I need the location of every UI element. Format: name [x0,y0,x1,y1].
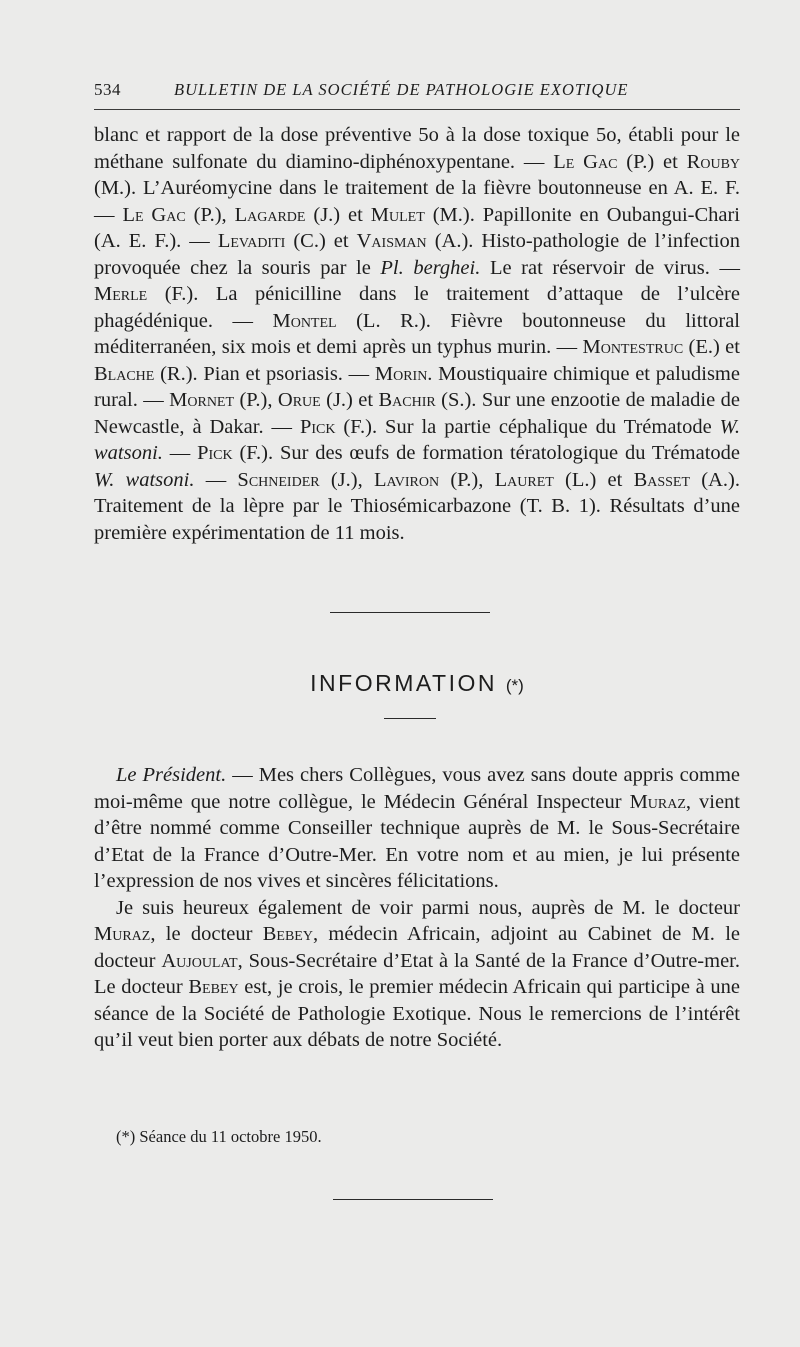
author-name: Aujoulat [161,949,238,972]
section-heading-text: INFORMATION [310,670,497,696]
author-name: Pick [197,442,233,464]
section-heading [94,670,740,697]
body-paragraph [94,762,740,895]
text-run: (J.) et [305,203,371,226]
footnote-mark: (*) [116,1127,136,1146]
text-run: est, je crois, le premier médecin Africain qui participe à une séance de la Société de Pathologie Exotique. Nous le remercions de l’intérêt qu’il veut bien porter aux débats de notre Société. [94,976,740,1051]
author-name: Lagarde [234,203,306,226]
author-name: Morin. [374,362,433,385]
author-name: Le Gac [122,203,186,226]
text-run: (P.), [439,468,495,491]
italic-text: W. watsoni. [94,468,195,491]
text-run: (J.), [319,468,374,491]
running-head-title: BULLETIN DE LA SOCIÉTÉ DE PATHOLOGIE EXOTIQUE [174,80,629,99]
text-run: (C.) et [285,230,357,252]
footnote [116,1127,322,1147]
text-run: (L.) et [553,468,634,491]
author-name: Lauret [494,468,554,491]
text-run: (P.), [234,389,278,411]
body-text [94,762,740,1054]
text-run: — [194,468,238,491]
text-run: (F.). La pénicilline dans le traitement d’attaque de l’ulcère phagédénique. — [94,283,740,332]
author-name: Bebey [262,923,313,945]
italic-text: Le Président. [116,764,227,786]
text-run: (A.). Histo-pathologie de l’infection provoquée chez la souris par le [94,230,740,279]
author-name: Levaditi [217,230,286,252]
author-name: Le Gac [553,150,618,173]
italic-text: Pl. berghei. [380,256,481,279]
author-name: Muraz [629,790,686,813]
text-run: (E.) et [683,336,740,358]
text-run: (P.) et [617,150,687,173]
text-run: , Sous-Secrétaire d’Etat à la Santé de la France d’Outre-mer. Le docteur [94,949,740,998]
text-run: (M.). L’Auréomycine dans le traitement de la fièvre boutonneuse en A. E. F. — [94,177,740,226]
text-run: (S.). Sur une enzootie de maladie de Newcastle, à Dakar. — [94,389,740,438]
text-run: (L. R.). Fièvre boutonneuse du littoral méditerranéen, six mois et demi après un typhus murin. — [94,309,740,358]
page-number: 534 [94,80,121,99]
author-name: Bebey [188,976,239,998]
text-run: (J.) et [320,389,379,411]
author-name: Muraz [94,923,151,945]
body-paragraph [94,895,740,1054]
footnote-text: Séance du 11 octobre 1950. [139,1127,322,1146]
text-run: , le docteur [150,923,263,945]
reference-list [94,122,740,546]
text-run: , vient d’être nommé comme Conseiller technique auprès de M. le Sous-Secrétaire d’Etat de la France d’Outre-Mer. En votre nom et au mien, je lui présente l’expression de nos vives et sincères félicitations. [94,790,740,892]
text-run: Moustiquaire chimique et paludisme rural. — [94,362,740,411]
author-name: Vaisman [356,230,427,252]
author-name: Basset [633,468,691,491]
author-name: Schneider [237,468,320,491]
text-run: Je suis heureux également de voir parmi nous, auprès de M. le docteur [116,896,740,919]
author-name: Bachir [378,389,436,411]
author-name: Montestruc [582,336,684,358]
text-run: , médecin Africain, adjoint au Cabinet de M. le docteur [94,923,741,972]
author-name: Blache [94,362,155,385]
author-name: Rouby [686,150,741,173]
text-run: — Mes chers Collègues, vous avez sans doute appris comme moi-même que notre collègue, le Médecin Général Inspecteur [94,764,740,813]
end-rule [333,1199,493,1200]
text-run: (R.). Pian et psoriasis. — [154,362,375,385]
text-run: Le rat réservoir de virus. — [480,256,740,279]
text-run: blanc et rapport de la dose préventive 5o à la dose toxique 5o, établi pour le méthane sulfonate du diamino-diphénoxypentane. — [94,124,740,173]
reference-paragraph [94,122,740,546]
italic-text: W. watsoni. [94,415,740,464]
text-run: (F.). Sur des œufs de formation tératologique du Trématode [232,442,740,464]
author-name: Mulet [370,203,425,226]
section-footnote-mark: (*) [505,676,524,695]
section-divider [330,612,490,613]
text-run: — [162,442,198,464]
author-name: Pick [299,415,336,438]
author-name: Laviron [373,468,440,491]
author-name: Montel [272,309,337,332]
text-run: (M.). Papillonite en Oubangui-Chari (A. E. F.). — [94,203,741,252]
heading-underline [384,718,436,719]
author-name: Mornet [169,389,235,411]
text-run: (A.). Traitement de la lèpre par le Thiosémicarbazone (T. B. 1). Résultats d’une première expérimentation de 11 mois. [94,468,740,544]
text-run: (P.), [185,203,235,226]
author-name: Merle [94,283,148,305]
author-name: Orue [277,389,321,411]
header-rule [94,109,740,110]
text-run: (F.). Sur la partie céphalique du Trématode [335,415,720,438]
